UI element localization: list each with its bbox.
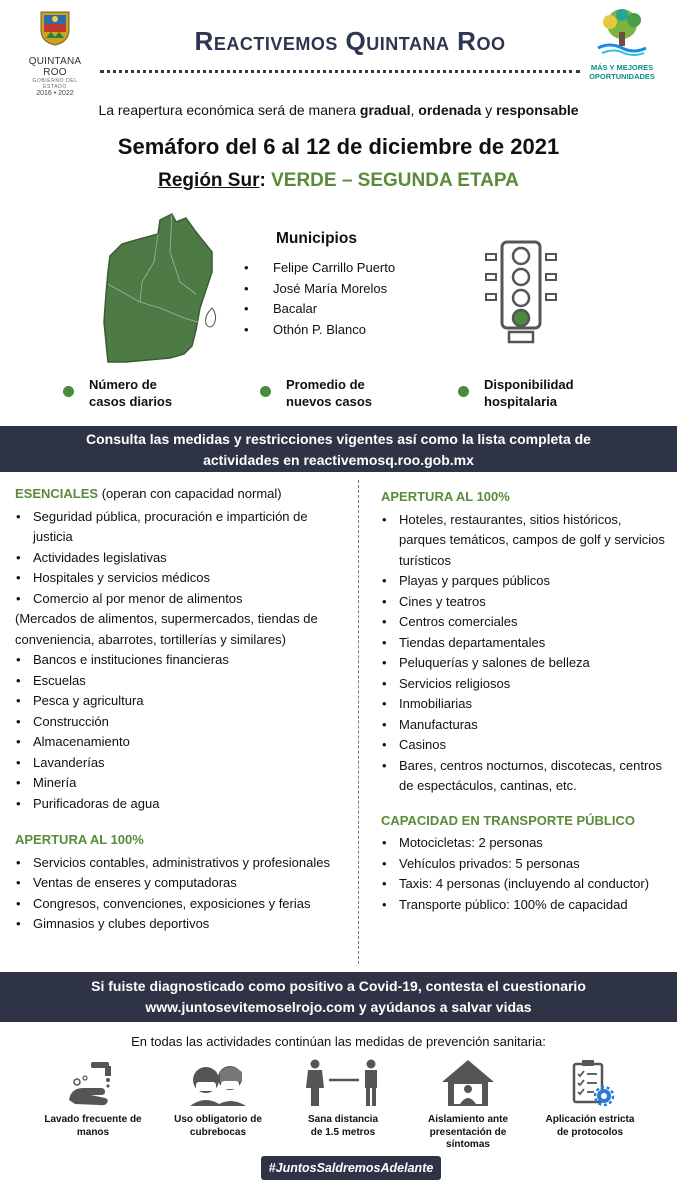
region-status <box>0 170 677 192</box>
page-title: Reactivemos Quintana Roo <box>194 26 506 56</box>
list-item: • Hoteles, restaurantes, sitios históricos, parques temáticos, campos de golf y servicios turísticos <box>381 510 666 572</box>
map-island <box>206 308 216 327</box>
list-item: • Centros comerciales <box>381 612 666 633</box>
green-light <box>513 310 529 326</box>
list-item: • Manufacturas <box>381 715 666 736</box>
list-item: • Comercio al por menor de alimentos <box>15 589 350 610</box>
indicator-casos-diarios <box>89 376 172 410</box>
list-item: • Purificadoras de agua <box>15 794 350 815</box>
measure-label: Uso obligatorio de <box>174 1114 262 1125</box>
list-item: • Othón P. Blanco <box>244 322 395 343</box>
reopening-statement <box>0 102 677 118</box>
indicator-line2: nuevos casos <box>286 394 372 409</box>
intro-text: La reapertura económica será de manera <box>98 102 360 118</box>
intro-gradual: gradual <box>359 102 411 118</box>
traffic-light-icon <box>478 238 564 346</box>
transporte-list <box>381 833 666 915</box>
left-column <box>15 486 350 935</box>
banner-line1: Consulta las medidas y restricciones vigentes así como la lista completa de <box>86 431 591 447</box>
apertura-left-title: APERTURA AL 100% <box>15 832 144 847</box>
list-item: • Tiendas departamentales <box>381 633 666 654</box>
status-dot <box>458 386 469 397</box>
status-dot <box>260 386 271 397</box>
apertura-right-title: APERTURA AL 100% <box>381 489 510 504</box>
measure-label: Lavado frecuente de <box>44 1114 142 1125</box>
banner-line2: www.juntosevitemoselrojo.com y ayúdanos a salvar vidas <box>145 999 532 1015</box>
intro-sep1: , <box>410 102 419 118</box>
list-item: • Playas y parques públicos <box>381 571 666 592</box>
column-divider <box>358 480 359 964</box>
apertura-right-list <box>381 510 666 797</box>
list-item: • Hospitales y servicios médicos <box>15 568 350 589</box>
home-isolation-icon <box>440 1058 496 1108</box>
list-item: • Bacalar <box>244 301 395 322</box>
spacer <box>381 797 666 813</box>
list-item: • Servicios contables, administrativos y profesionales <box>15 853 350 874</box>
logo-slogan-line1: MÁS Y MEJORES <box>590 63 654 72</box>
measure-label: cubrebocas <box>189 1126 247 1138</box>
region-sur-map <box>100 212 240 364</box>
mas-y-mejores-logo <box>584 8 660 81</box>
measure-hand-washing <box>33 1058 153 1139</box>
prevention-title: En todas las actividades continúan las medidas de prevención sanitaria: <box>131 1034 546 1049</box>
municipios-title: Municipios <box>276 230 357 247</box>
esenciales-heading: ESENCIALES <box>15 486 99 501</box>
measure-label: síntomas <box>446 1139 490 1150</box>
measure-label: presentación de <box>429 1126 507 1138</box>
coat-of-arms-icon <box>38 8 72 46</box>
apertura-left-list <box>15 853 350 935</box>
list-item: • Minería <box>15 773 350 794</box>
semaforo-title: Semáforo del 6 al 12 de diciembre de 2021 <box>117 134 560 159</box>
list-item: • Seguridad pública, procuración e impartición de justicia <box>15 507 350 548</box>
logo-state-name: QUINTANA ROO <box>28 56 82 78</box>
list-item: • Bancos e instituciones financieras <box>15 650 350 671</box>
covid-banner <box>0 972 677 1022</box>
region-label: Región Sur <box>158 170 260 191</box>
intro-ordenada: ordenada <box>418 102 482 118</box>
indicator-line1: Disponibilidad <box>484 377 574 392</box>
list-item: • Gimnasios y clubes deportivos <box>15 914 350 935</box>
logo-slogan-line2: OPORTUNIDADES <box>589 72 655 81</box>
quintana-roo-logo <box>20 8 90 97</box>
transporte-title: CAPACIDAD EN TRANSPORTE PÚBLICO <box>381 812 635 828</box>
list-item: • José María Morelos <box>244 281 395 302</box>
list-item: • Vehículos privados: 5 personas <box>381 854 666 875</box>
list-item: • Motocicletas: 2 personas <box>381 833 666 854</box>
list-item: • Escuelas <box>15 671 350 692</box>
list-item: • Servicios religiosos <box>381 674 666 695</box>
municipios-list <box>244 260 395 342</box>
measure-label: de 1.5 metros <box>310 1126 376 1138</box>
indicator-nuevos-casos <box>286 376 372 410</box>
esenciales-title <box>15 486 350 507</box>
list-item: • Almacenamiento <box>15 732 350 753</box>
banner-line2: actividades en reactivemosq.roo.gob.mx <box>203 452 474 468</box>
list-item: • Taxis: 4 personas (incluyendo al conductor) <box>381 874 666 895</box>
region-value: VERDE – SEGUNDA ETAPA <box>271 170 519 191</box>
list-item: • Lavanderías <box>15 753 350 774</box>
list-item: • Transporte público: 100% de capacidad <box>381 895 666 916</box>
measure-social-distance <box>283 1058 403 1139</box>
esenciales-list <box>15 507 350 815</box>
list-item: • Actividades legislativas <box>15 548 350 569</box>
header <box>0 0 677 110</box>
measure-label: manos <box>76 1126 110 1138</box>
region-colon: : <box>259 170 266 191</box>
list-item: • Congresos, convenciones, exposiciones y ferias <box>15 894 350 915</box>
list-item: • Inmobiliarias <box>381 694 666 715</box>
status-dot <box>63 386 74 397</box>
list-item: • Felipe Carrillo Puerto <box>244 260 395 281</box>
list-item: • Construcción <box>15 712 350 733</box>
list-item: • Pesca y agricultura <box>15 691 350 712</box>
tree-icon <box>594 8 650 56</box>
list-item: • Cines y teatros <box>381 592 666 613</box>
list-item: • Bares, centros nocturnos, discotecas, centros de espectáculos, cantinas, etc. <box>381 756 666 797</box>
indicator-line1: Promedio de <box>286 377 365 392</box>
banner-line1: Si fuiste diagnosticado como positivo a Covid-19, contesta el cuestionario <box>91 978 586 994</box>
measure-isolation <box>408 1058 528 1152</box>
measure-face-mask <box>158 1058 278 1139</box>
measure-protocols <box>530 1058 650 1139</box>
consulta-banner <box>0 426 677 472</box>
dotted-divider <box>100 70 580 73</box>
hashtag-badge: #JuntosSaldremosAdelante <box>261 1156 441 1180</box>
right-column <box>381 489 666 915</box>
measure-label: Sana distancia <box>307 1114 379 1125</box>
indicator-line2: casos diarios <box>89 394 173 409</box>
intro-sep2: y <box>481 102 497 118</box>
indicator-line2: hospitalaria <box>484 394 557 409</box>
list-item: • Peluquerías y salones de belleza <box>381 653 666 674</box>
indicator-disponibilidad <box>484 376 574 410</box>
face-mask-icon <box>186 1058 250 1108</box>
esenciales-note: (operan con capacidad normal) <box>98 486 282 501</box>
intro-responsable: responsable <box>496 102 579 118</box>
list-item: • Ventas de enseres y computadoras <box>15 873 350 894</box>
social-distance-icon <box>303 1058 383 1108</box>
spacer <box>15 814 350 832</box>
logo-years: 2016 • 2022 <box>36 90 74 97</box>
measure-label: de protocolos <box>556 1126 624 1138</box>
indicator-line1: Número de <box>89 377 157 392</box>
hand-washing-icon <box>61 1058 125 1108</box>
measure-label: Aislamiento ante <box>427 1114 509 1125</box>
list-note: (Mercados de alimentos, supermercados, tiendas de conveniencia, abarrotes, tortillerías y similares) <box>15 611 318 647</box>
logo-government-text: GOBIERNO DEL ESTADO <box>32 78 78 90</box>
measure-label: Aplicación estricta <box>545 1114 635 1125</box>
list-item: • Casinos <box>381 735 666 756</box>
protocol-checklist-icon <box>562 1058 618 1108</box>
